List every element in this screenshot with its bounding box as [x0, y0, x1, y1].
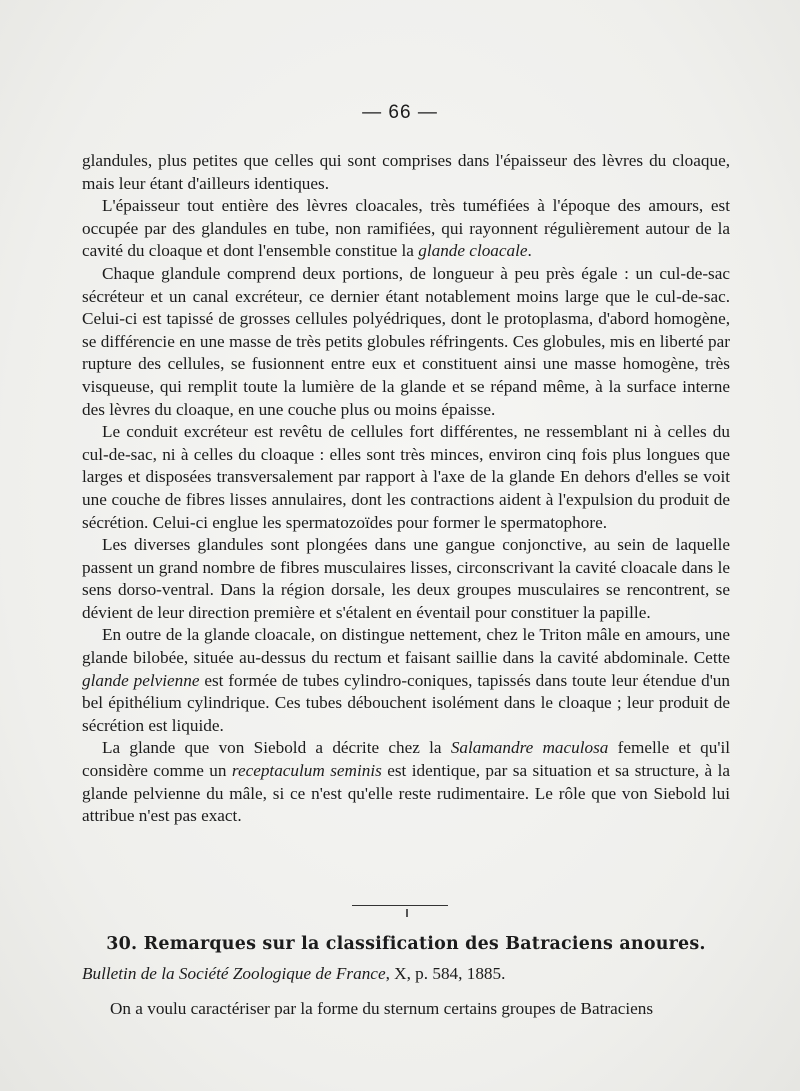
italic-term: glande pelvienne: [82, 670, 200, 690]
paragraph-text: femelle et qu'il considère comme un: [82, 738, 730, 781]
paragraph-text: est formée de tubes cylindro-coniques, tapissés dans toute leur étendue d'un bel épithélium cylindrique. Ces tubes débouchent isolément dans le cloaque ; leur produit de sécrétion est liquide.: [82, 670, 730, 735]
paragraph-text: L'épaisseur tout entière des lèvres cloacales, très tuméfiées à l'époque des amours, est occupée par des glandules en tube, non ramifiées, qui rayonnent régulièrement autour de la cavité du cloaque et dont l'ensemble constitue la: [82, 196, 730, 261]
divider-tick: [406, 909, 408, 917]
citation: [82, 963, 730, 985]
paragraph-text: La glande que von Siebold a décrite chez la: [102, 738, 451, 758]
paragraph-text: Le conduit excréteur est revêtu de cellules fort différentes, ne ressemblant ni à celles du cul-de-sac, ni à celles du cloaque : elles sont très minces, environ cinq fois plus longues que larges et disposées transversalement par rapport à l'axe de la glande En dehors d'elles se voit une couche de fibres lisses annulaires, dont les contractions aident à l'expulsion du produit de sécrétion. Celui-ci englue les spermatozoïdes pour former le spermatophore.: [82, 422, 730, 532]
paragraph: [82, 421, 730, 534]
body-text: [82, 150, 730, 828]
italic-term: Salamandre maculosa: [450, 738, 609, 758]
paragraph: [82, 624, 730, 737]
paragraph: [82, 150, 730, 195]
continuation-paragraph: On a voulu caractériser par la forme du sternum certains groupes de Batraciens: [110, 999, 654, 1018]
paragraph-text: Chaque glandule comprend deux portions, de longueur à peu près égale : un cul-de-sac sécréteur et un canal excréteur, ce dernier étant notablement moins large que le cul-de-sac. Celui-ci est tapissé de grosses cellules polyédriques, dont le protoplasma, d'abord homogène, se différencie en une masse de très petits globules réfringents. Ces globules, mis en liberté par rupture des cellules, se fusionnent entre eux et constituent ainsi une masse homogène, très visqueuse, qui remplit toute la lumière de la glande et se répand même, à la surface interne des lèvres du cloaque, en une couche plus ou moins épaisse.: [82, 263, 730, 419]
italic-term: receptaculum seminis: [231, 761, 382, 781]
paragraph-text: .: [527, 241, 532, 261]
paragraph-text: est identique, par sa situation et sa structure, à la glande pelvienne du mâle, si ce n'est qu'elle reste rudimentaire. Le rôle que von Siebold lui attribue n'est pas exact.: [82, 761, 730, 826]
section-title: 30. Remarques sur la classification des Batraciens anoures.: [106, 934, 706, 954]
citation-details: , X, p. 584, 1885.: [385, 964, 506, 983]
italic-term: glande cloacale: [418, 241, 528, 261]
paragraph-text: Les diverses glandules sont plongées dans une gangue conjonctive, au sein de laquelle passent un grand nombre de fibres musculaires lisses, circonscrivant la cavité cloacale dans le sens dorso-ventral. Dans la région dorsale, les deux groupes musculaires se rencontrent, se dévient de leur direction première et s'étalent en éventail pour constituer la papille.: [82, 535, 730, 622]
paragraph: [82, 737, 730, 827]
paragraph: [82, 534, 730, 624]
page-number: — 66 —: [362, 102, 438, 123]
section-divider: [352, 905, 448, 906]
citation-journal: Bulletin de la Société Zoologique de France: [82, 964, 386, 983]
paragraph: [82, 195, 730, 263]
paragraph-text: glandules, plus petites que celles qui sont comprises dans l'épaisseur des lèvres du cloaque, mais leur étant d'ailleurs identiques.: [82, 151, 730, 193]
paragraph-text: En outre de la glande cloacale, on distingue nettement, chez le Triton mâle en amours, une glande bilobée, située au-dessus du rectum et faisant saillie dans la cavité abdominale. Cette: [82, 625, 730, 668]
paragraph: [82, 263, 730, 421]
